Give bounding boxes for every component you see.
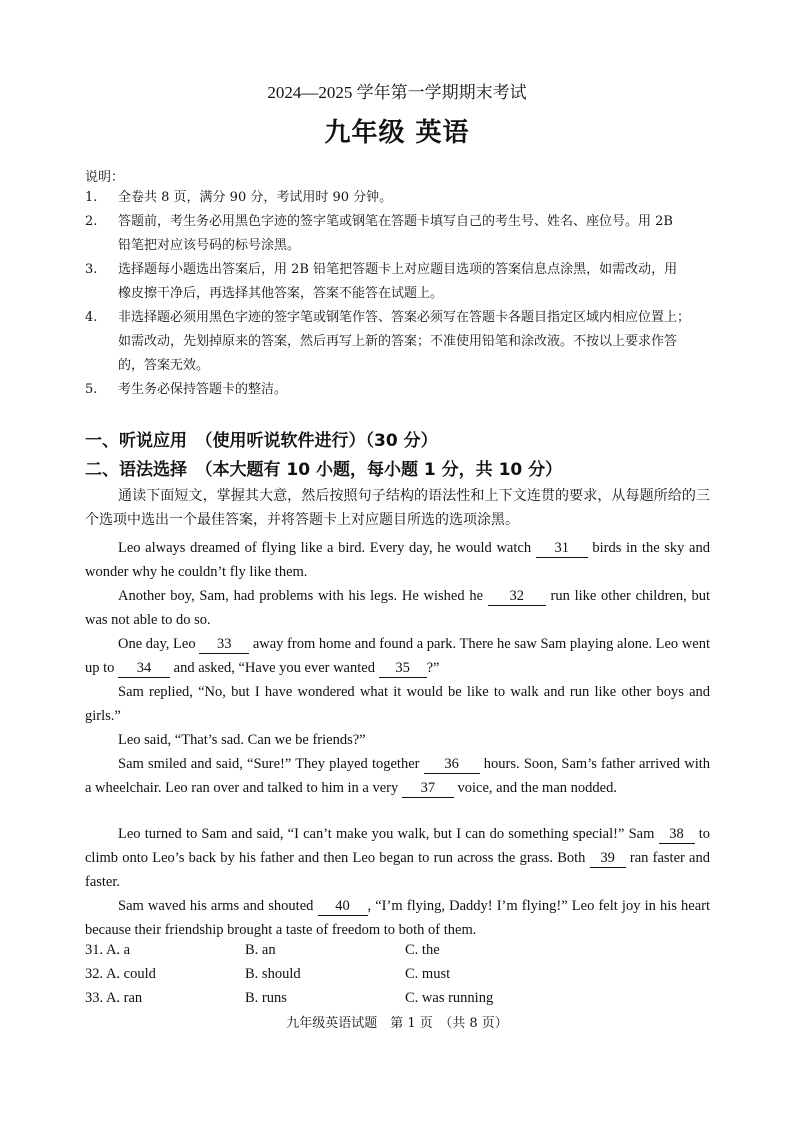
note-number: 4. <box>85 310 98 325</box>
option-row-31 <box>85 942 710 966</box>
section-heading-grammar: 二、语法选择 （本大题有 10 小题，每小题 1 分，共 10 分） <box>85 460 563 480</box>
option-row-32 <box>85 966 710 990</box>
option-row-33 <box>85 990 710 1014</box>
page-footer: 九年级英语试题 第 1 页 （共 8 页） <box>286 1016 508 1031</box>
note-text: 考生务必保持答题卡的整洁。 <box>118 382 288 397</box>
blank-39: 39 <box>590 850 626 868</box>
note-text: 非选择题必须用黑色字迹的签字笔或钢笔作答、答案必须写在答题卡各题目指定区域内相应位置上； <box>118 310 691 325</box>
blank-31: 31 <box>536 540 588 558</box>
note-number: 2. <box>85 214 98 229</box>
option-b: B. runs <box>245 990 287 1006</box>
blank-35: 35 <box>379 660 427 678</box>
section-heading-listening: 一、听说应用 （使用听说软件进行）（30 分） <box>85 431 438 451</box>
note-text: 橡皮擦干净后，再选择其他答案，答案不能答在试题上。 <box>118 286 444 301</box>
note-item <box>85 258 715 306</box>
blank-33: 33 <box>199 636 249 654</box>
option-b: B. should <box>245 966 301 982</box>
option-a: 32. A. could <box>85 966 156 982</box>
note-text: 如需改动，先划掉原来的答案，然后再写上新的答案；不准使用铅笔和涂改液。不按以上要求作答 <box>118 334 678 349</box>
option-c: C. the <box>405 942 440 958</box>
note-item <box>85 210 715 258</box>
passage-paragraph: Sam replied, “No, but I have wondered what it would be like to walk and run like other boys and girls.” <box>85 684 710 724</box>
note-text: 全卷共 8 页，满分 90 分，考试用时 90 分钟。 <box>118 190 393 205</box>
passage-paragraph: Sam smiled and said, “Sure!” They played together 36 hours. Soon, Sam’s father arrived with a wheelchair. Leo ran over and talked to him in a very 37 voice, and the man nodded. <box>85 756 710 796</box>
passage-paragraph: Leo said, “That’s sad. Can we be friends?” <box>118 732 366 748</box>
note-text: 选择题每小题选出答案后，用 2B 铅笔把答题卡上对应题目选项的答案信息点涂黑，如需改动，用 <box>118 262 678 277</box>
note-text: 的，答案无效。 <box>118 358 210 373</box>
passage-paragraph: Another boy, Sam, had problems with his legs. He wished he 32 run like other children, but was not able to do so. <box>85 588 710 628</box>
blank-37: 37 <box>402 780 454 798</box>
blank-34: 34 <box>118 660 170 678</box>
passage-paragraph: Sam waved his arms and shouted 40 , “I’m flying, Daddy! I’m flying!” Leo felt joy in his heart because their friendship brought a taste of freedom to both of them. <box>85 898 710 938</box>
blank-38: 38 <box>659 826 695 844</box>
option-c: C. must <box>405 966 451 982</box>
note-item <box>85 378 715 402</box>
note-text: 铅笔把对应该号码的标号涂黑。 <box>118 238 301 253</box>
option-a: 33. A. ran <box>85 990 143 1006</box>
note-item <box>85 186 715 210</box>
note-number: 1. <box>85 190 98 205</box>
note-number: 3. <box>85 262 98 277</box>
note-text: 答题前，考生务必用黑色字迹的签字笔或钢笔在答题卡填写自己的考生号、姓名、座位号。用 2B <box>118 214 673 229</box>
blank-32: 32 <box>488 588 546 606</box>
notes-label: 说明： <box>85 170 125 185</box>
note-item <box>85 306 715 378</box>
passage-paragraph: Leo turned to Sam and said, “I can’t make you walk, but I can do something special!” Sam 38 to climb onto Leo’s back by his father and then Leo began to run across the grass. Both 39 ran faster and faster. <box>85 826 710 890</box>
passage-paragraph: Leo always dreamed of flying like a bird. Every day, he would watch 31 birds in the sky and wonder why he couldn’t fly like them. <box>85 540 710 580</box>
subject-title: 九年级 英语 <box>324 118 470 148</box>
option-b: B. an <box>245 942 276 958</box>
note-number: 5. <box>85 382 98 397</box>
passage-paragraph: One day, Leo 33 away from home and found a park. There he saw Sam playing alone. Leo went up to 34 and asked, “Have you ever wanted 35 ?” <box>85 636 710 676</box>
option-c: C. was running <box>405 990 494 1006</box>
blank-36: 36 <box>424 756 480 774</box>
exam-title: 2024—2025 学年第一学期期末考试 <box>267 83 527 102</box>
instruction-text: 通读下面短文，掌握其大意，然后按照句子结构的语法性和上下文连贯的要求，从每题所给的三个选项中选出一个最佳答案，并将答题卡上对应题目所选的选项涂黑。 <box>85 488 710 528</box>
option-a: 31. A. a <box>85 942 131 958</box>
blank-40: 40 <box>318 898 368 916</box>
